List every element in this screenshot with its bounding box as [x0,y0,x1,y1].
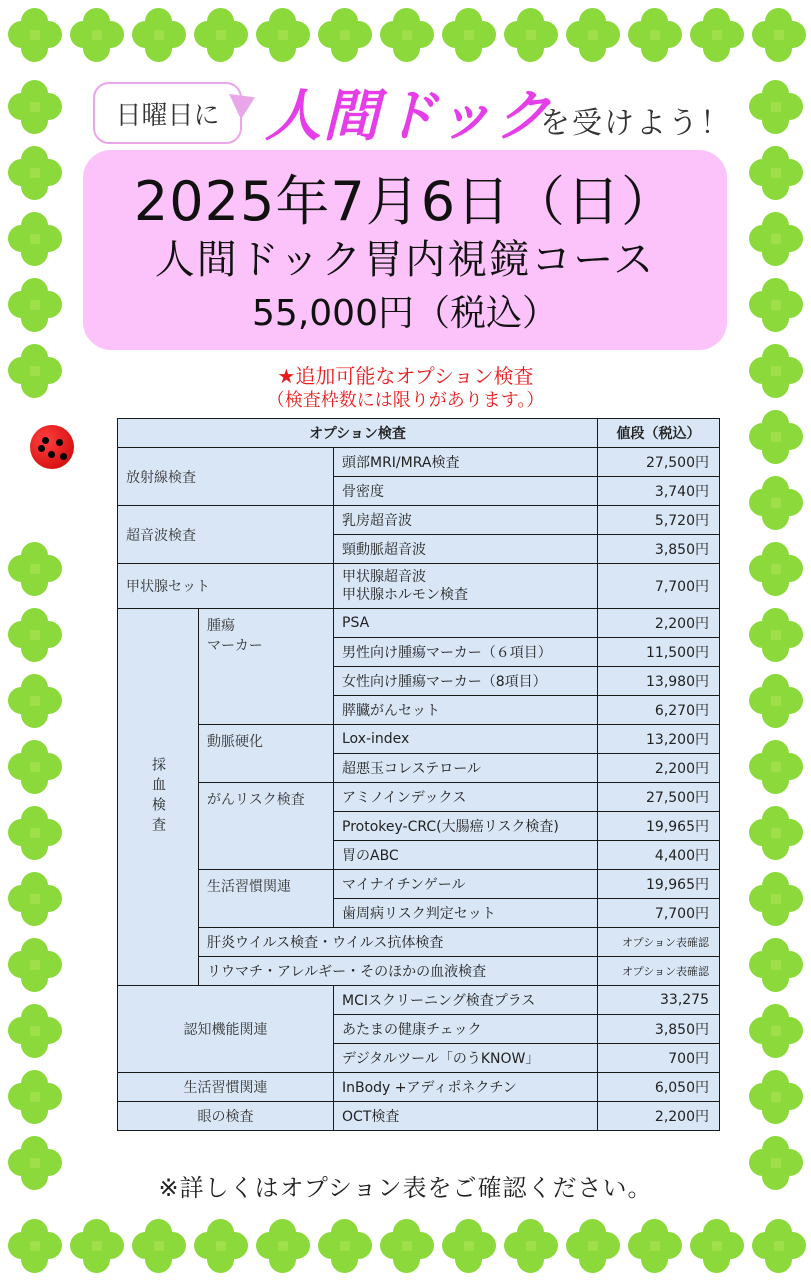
clover-icon [749,806,803,860]
item-price: 2,200円 [598,609,720,638]
table-row [118,564,720,609]
item-price: 27,500円 [598,783,720,812]
subcategory-cancer-risk: がんリスク検査 [199,783,334,870]
item-price: オプション表確認 [598,928,720,957]
clover-icon [8,608,62,662]
category-thyroid: 甲状腺セット [118,564,334,609]
clover-icon [256,1219,310,1273]
clover-icon [749,674,803,728]
additional-options-note: ★追加可能なオプション検査 [277,364,534,388]
table-row [118,783,720,812]
clover-icon [628,8,682,62]
clover-icon [749,542,803,596]
header-price: 値段（税込） [598,419,720,448]
category-cognitive: 認知機能関連 [118,986,334,1073]
table-row [118,957,720,986]
category-radiation: 放射線検査 [118,448,334,506]
clover-icon [8,146,62,200]
item-price: 19,965円 [598,870,720,899]
table-row [118,609,720,638]
item-price: 19,965円 [598,812,720,841]
item-price: 33,275 [598,986,720,1015]
subcategory-tumor: 腫瘍 マーカー [199,609,334,725]
clover-icon [70,8,124,62]
clover-icon [8,674,62,728]
category-lifestyle: 生活習慣関連 [118,1073,334,1102]
clover-icon [318,1219,372,1273]
item-name: OCT検査 [334,1102,598,1131]
limit-note: （検査枠数には限りがあります。） [266,390,545,411]
clover-icon [566,1219,620,1273]
clover-icon [8,872,62,926]
clover-icon [752,1219,806,1273]
item-name: MCIスクリーニング検査プラス [334,986,598,1015]
table-row [118,870,720,899]
clover-icon [690,1219,744,1273]
clover-icon [8,806,62,860]
table-row [118,1073,720,1102]
clover-icon [8,278,62,332]
item-price: 2,200円 [598,754,720,783]
table-row [118,928,720,957]
clover-icon [8,542,62,596]
clover-icon [8,8,62,62]
clover-icon [566,8,620,62]
item-name: 胃のABC [334,841,598,870]
event-date: 2025年7月6日（日） [133,170,677,233]
item-name: 膵臓がんセット [334,696,598,725]
headline: 人間ドック [265,84,553,149]
clover-icon [749,278,803,332]
item-price: 6,050円 [598,1073,720,1102]
clover-icon [8,740,62,794]
item-name [334,564,598,609]
clover-icon [8,938,62,992]
event-price: 55,000円（税込） [252,293,558,334]
clover-icon [749,146,803,200]
item-name: PSA [334,609,598,638]
clover-icon [749,410,803,464]
item-name: リウマチ・アレルギー・そのほかの血液検査 [199,957,598,986]
clover-icon [690,8,744,62]
clover-icon [504,1219,558,1273]
item-name: Lox-index [334,725,598,754]
clover-icon [132,8,186,62]
item-name: あたまの健康チェック [334,1015,598,1044]
clover-icon [318,8,372,62]
table-header [118,419,720,448]
clover-icon [8,212,62,266]
item-name: 歯周病リスク判定セット [334,899,598,928]
item-name: 超悪玉コレステロール [334,754,598,783]
clover-icon [749,80,803,134]
category-eye: 眼の検査 [118,1102,334,1131]
clover-icon [752,8,806,62]
category-blood: 採血検査 [118,609,199,986]
clover-icon [504,8,558,62]
table-row [118,986,720,1015]
options-table [117,418,720,1131]
item-price: 7,700円 [598,899,720,928]
clover-icon [194,1219,248,1273]
clover-icon [442,8,496,62]
item-price: 2,200円 [598,1102,720,1131]
clover-icon [749,1070,803,1124]
clover-icon [70,1219,124,1273]
item-name: InBody +アディポネクチン [334,1073,598,1102]
item-price: 4,400円 [598,841,720,870]
subcategory-lifestyle: 生活習慣関連 [199,870,334,928]
item-price: 13,980円 [598,667,720,696]
item-price: 3,740円 [598,477,720,506]
clover-icon [132,1219,186,1273]
item-name: マイナイチンゲール [334,870,598,899]
clover-icon [8,1219,62,1273]
item-name: 頭部MRI/MRA検査 [334,448,598,477]
item-name: 男性向け腫瘍マーカー（６項目） [334,638,598,667]
ladybug-icon [30,425,74,469]
table-row [118,1102,720,1131]
clover-icon [194,8,248,62]
footer-note: ※詳しくはオプション表をご確認ください。 [158,1174,653,1202]
header-item: オプション検査 [118,419,598,448]
headline-tail: を受けよう！ [540,106,732,141]
item-name: 頸動脈超音波 [334,535,598,564]
clover-icon [749,608,803,662]
clover-icon [749,1004,803,1058]
item-price: オプション表確認 [598,957,720,986]
item-name: 肝炎ウイルス検査・ウイルス抗体検査 [199,928,598,957]
clover-icon [628,1219,682,1273]
item-line: 甲状腺ホルモン検査 [342,587,468,603]
clover-icon [8,80,62,134]
clover-icon [8,1004,62,1058]
item-name: 乳房超音波 [334,506,598,535]
item-price: 13,200円 [598,725,720,754]
item-price: 700円 [598,1044,720,1073]
table-row [118,448,720,477]
clover-icon [380,1219,434,1273]
item-name: デジタルツール「のうKNOW」 [334,1044,598,1073]
clover-icon [749,476,803,530]
bubble-text: 日曜日に [115,100,220,131]
category-ultrasound: 超音波検査 [118,506,334,564]
clover-icon [380,8,434,62]
item-price: 27,500円 [598,448,720,477]
item-price: 3,850円 [598,535,720,564]
item-line: 甲状腺超音波 [342,569,426,585]
clover-icon [442,1219,496,1273]
table-row [118,725,720,754]
item-price: 11,500円 [598,638,720,667]
item-price: 5,720円 [598,506,720,535]
clover-icon [256,8,310,62]
item-name: Protokey-CRC(大腸癌リスク検査) [334,812,598,841]
clover-icon [749,212,803,266]
item-name: 骨密度 [334,477,598,506]
clover-icon [749,740,803,794]
item-price: 3,850円 [598,1015,720,1044]
item-price: 6,270円 [598,696,720,725]
clover-icon [749,872,803,926]
speech-bubble [93,82,242,144]
clover-icon [8,1070,62,1124]
subcategory-arterio: 動脈硬化 [199,725,334,783]
item-price: 7,700円 [598,564,720,609]
clover-icon [749,938,803,992]
table-row [118,506,720,535]
event-box [83,150,727,350]
item-name: 女性向け腫瘍マーカー（8項目） [334,667,598,696]
event-course: 人間ドック胃内視鏡コース [154,237,656,283]
item-name: アミノインデックス [334,783,598,812]
